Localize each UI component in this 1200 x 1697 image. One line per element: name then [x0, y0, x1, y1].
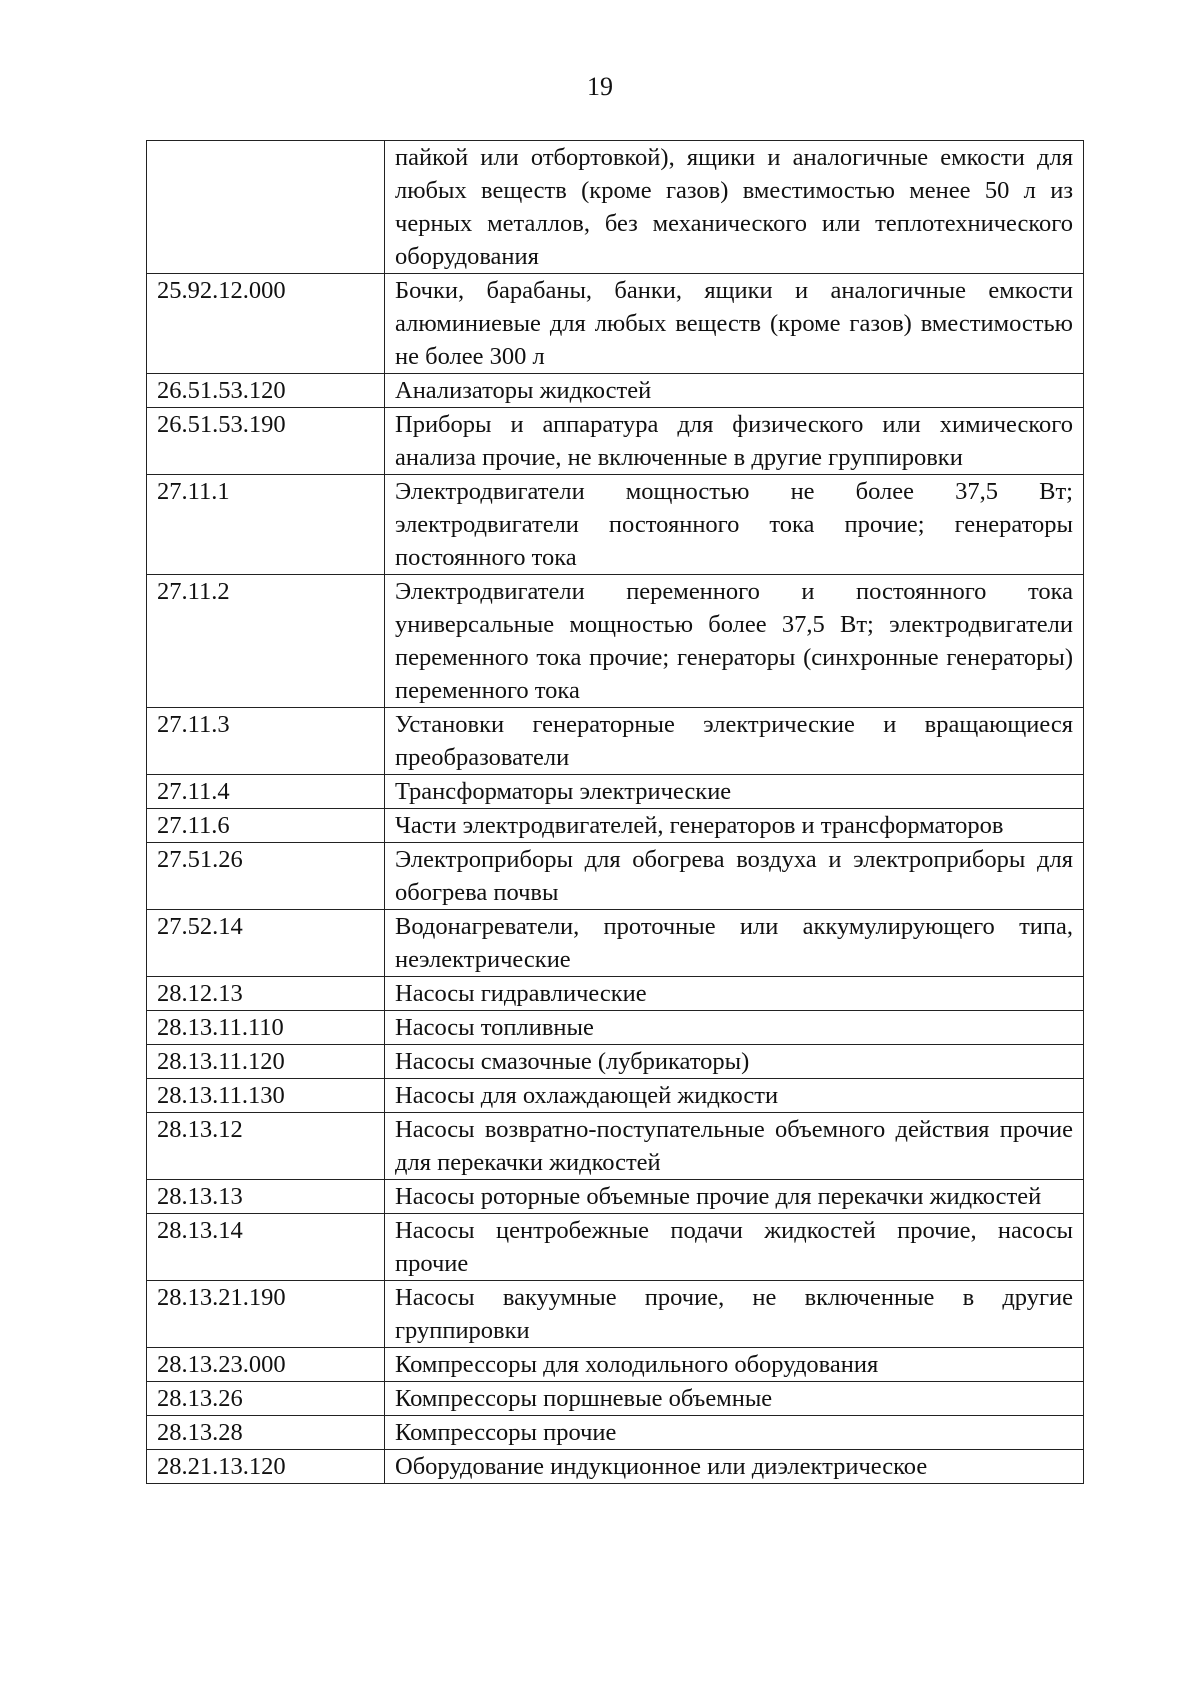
code-cell: 27.52.14 — [147, 910, 385, 977]
table-row — [147, 408, 1084, 475]
code-cell: 27.11.4 — [147, 775, 385, 809]
code-cell: 25.92.12.000 — [147, 274, 385, 374]
code-cell: 28.13.13 — [147, 1180, 385, 1214]
table-row — [147, 809, 1084, 843]
code-cell: 28.13.28 — [147, 1416, 385, 1450]
description-cell: Части электродвигателей, генераторов и трансформаторов — [385, 809, 1084, 843]
code-cell: 26.51.53.190 — [147, 408, 385, 475]
table-row — [147, 1113, 1084, 1180]
table-row — [147, 1180, 1084, 1214]
description-cell: Насосы центробежные подачи жидкостей прочие, насосы прочие — [385, 1214, 1084, 1281]
code-cell: 27.51.26 — [147, 843, 385, 910]
code-cell: 28.13.14 — [147, 1214, 385, 1281]
table-row — [147, 1214, 1084, 1281]
table-row — [147, 1011, 1084, 1045]
description-cell: Компрессоры прочие — [385, 1416, 1084, 1450]
table-row — [147, 977, 1084, 1011]
description-cell: Приборы и аппаратура для физического или химического анализа прочие, не включенные в другие группировки — [385, 408, 1084, 475]
code-cell: 28.13.23.000 — [147, 1348, 385, 1382]
page-number: 19 — [587, 72, 613, 101]
code-cell: 27.11.6 — [147, 809, 385, 843]
description-cell: Насосы гидравлические — [385, 977, 1084, 1011]
table-row — [147, 1382, 1084, 1416]
table-row — [147, 1045, 1084, 1079]
description-cell: Насосы топливные — [385, 1011, 1084, 1045]
description-cell: Анализаторы жидкостей — [385, 374, 1084, 408]
table-row — [147, 1281, 1084, 1348]
description-cell: Насосы возвратно-поступательные объемного действия прочие для перекачки жидкостей — [385, 1113, 1084, 1180]
description-cell: Насосы смазочные (лубрикаторы) — [385, 1045, 1084, 1079]
code-cell: 28.12.13 — [147, 977, 385, 1011]
code-cell: 27.11.1 — [147, 475, 385, 575]
table-row — [147, 1348, 1084, 1382]
table-row — [147, 374, 1084, 408]
classifier-table — [146, 140, 1084, 1484]
description-cell: Электродвигатели мощностью не более 37,5 Вт; электродвигатели постоянного тока прочие; генераторы постоянного тока — [385, 475, 1084, 575]
description-cell: Электроприборы для обогрева воздуха и электроприборы для обогрева почвы — [385, 843, 1084, 910]
table-row — [147, 910, 1084, 977]
table-row — [147, 1416, 1084, 1450]
description-cell: Насосы вакуумные прочие, не включенные в другие группировки — [385, 1281, 1084, 1348]
description-cell: Насосы для охлаждающей жидкости — [385, 1079, 1084, 1113]
table-row — [147, 141, 1084, 274]
classifier-table-body — [147, 141, 1084, 1484]
description-cell: Электродвигатели переменного и постоянного тока универсальные мощностью более 37,5 Вт; электродвигатели переменного тока прочие; генераторы (синхронные генераторы) переменного тока — [385, 575, 1084, 708]
table-row — [147, 775, 1084, 809]
code-cell: 28.13.11.130 — [147, 1079, 385, 1113]
description-cell: пайкой или отбортовкой), ящики и аналогичные емкости для любых веществ (кроме газов) вместимостью менее 50 л из черных металлов, без механического или теплотехнического оборудования — [385, 141, 1084, 274]
description-cell: Насосы роторные объемные прочие для перекачки жидкостей — [385, 1180, 1084, 1214]
table-row — [147, 708, 1084, 775]
code-cell: 27.11.2 — [147, 575, 385, 708]
table-row — [147, 274, 1084, 374]
description-cell: Водонагреватели, проточные или аккумулирующего типа, неэлектрические — [385, 910, 1084, 977]
code-cell: 28.13.11.120 — [147, 1045, 385, 1079]
description-cell: Оборудование индукционное или диэлектрическое — [385, 1450, 1084, 1484]
description-cell: Компрессоры поршневые объемные — [385, 1382, 1084, 1416]
description-cell: Установки генераторные электрические и вращающиеся преобразователи — [385, 708, 1084, 775]
table-row — [147, 1079, 1084, 1113]
table-row — [147, 1450, 1084, 1484]
code-cell: 28.13.12 — [147, 1113, 385, 1180]
description-cell: Бочки, барабаны, банки, ящики и аналогичные емкости алюминиевые для любых веществ (кроме газов) вместимостью не более 300 л — [385, 274, 1084, 374]
table-row — [147, 843, 1084, 910]
code-cell: 28.13.11.110 — [147, 1011, 385, 1045]
code-cell: 28.13.26 — [147, 1382, 385, 1416]
code-cell: 28.13.21.190 — [147, 1281, 385, 1348]
description-cell: Трансформаторы электрические — [385, 775, 1084, 809]
description-cell: Компрессоры для холодильного оборудования — [385, 1348, 1084, 1382]
code-cell: 27.11.3 — [147, 708, 385, 775]
code-cell: 26.51.53.120 — [147, 374, 385, 408]
code-cell: 28.21.13.120 — [147, 1450, 385, 1484]
table-row — [147, 475, 1084, 575]
table-row — [147, 575, 1084, 708]
code-cell — [147, 141, 385, 274]
